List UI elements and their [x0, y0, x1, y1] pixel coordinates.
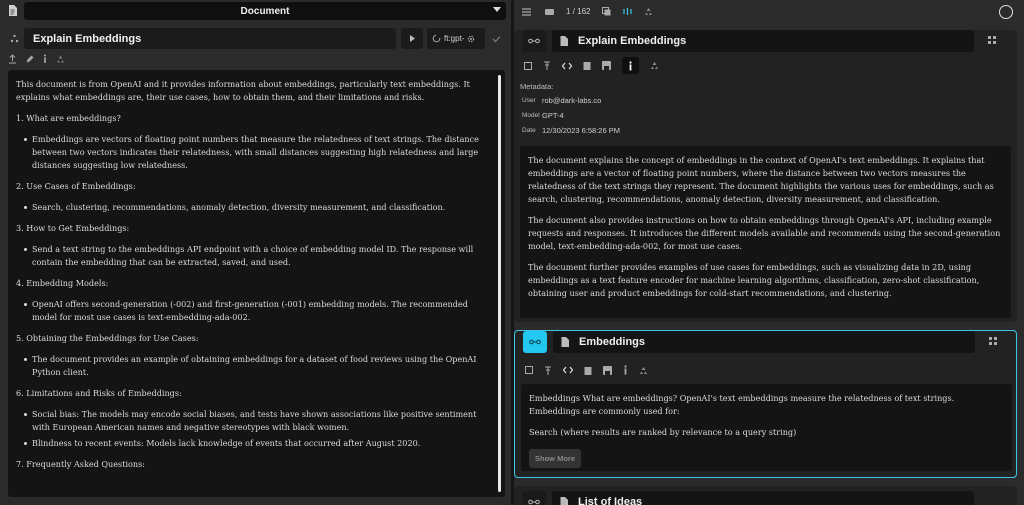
- cards-toolbar: [522, 7, 653, 16]
- section-list: [16, 133, 494, 172]
- card-title-text: Explain Embeddings: [578, 35, 687, 47]
- list-item: Blindness to recent events: Models lack knowledge of events that occurred after August 2020.: [32, 437, 494, 450]
- metadata-model: GPT-4: [542, 111, 564, 120]
- split-icon[interactable]: [623, 7, 632, 16]
- content-paragraph: Embeddings What are embeddings? OpenAI's text embeddings measure the relatedness of text strings. Embeddings are commonly used for:: [529, 393, 955, 416]
- pin-icon[interactable]: [543, 61, 551, 70]
- show-more-button[interactable]: Show More: [529, 449, 581, 468]
- metadata-user: rob@dark-labs.co: [542, 96, 602, 105]
- card-title-text: Embeddings: [579, 336, 646, 348]
- card-content: [521, 384, 1012, 471]
- document-selector-label: Document: [240, 5, 290, 17]
- upload-icon[interactable]: [8, 53, 17, 65]
- clipboard-icon[interactable]: [584, 366, 592, 375]
- metadata-row-model: [522, 108, 1010, 123]
- info-icon[interactable]: [622, 57, 639, 74]
- link-button[interactable]: [522, 30, 546, 52]
- grid-icon[interactable]: [989, 337, 997, 345]
- section-list: [16, 408, 494, 450]
- list-item: Search, clustering, recommendations, anomaly detection, diversity measurement, and classification.: [32, 201, 494, 214]
- document-toolbar: [8, 53, 65, 65]
- info-icon[interactable]: [623, 365, 628, 375]
- card-list-of-ideas[interactable]: [514, 486, 1017, 505]
- confirm-button[interactable]: [489, 28, 505, 49]
- page-count: 1 / 162: [566, 7, 591, 16]
- checkbox-icon[interactable]: [525, 366, 533, 374]
- document-topbar: [0, 0, 511, 22]
- edit-icon[interactable]: [25, 53, 34, 65]
- metadata-label: Metadata:: [520, 82, 554, 91]
- card-embeddings[interactable]: [514, 330, 1017, 478]
- card-title[interactable]: [553, 331, 975, 353]
- document-intro: This document is from OpenAI and it provides information about embeddings, particularly text embeddings. It explains what embeddings are, their use cases, how to obtain them, and their limitations and risks.: [16, 79, 470, 102]
- section-list: [16, 353, 494, 379]
- metadata-key: Date: [522, 127, 536, 134]
- document-content: [16, 78, 494, 479]
- code-icon[interactable]: [562, 62, 572, 70]
- save-icon[interactable]: [603, 366, 612, 375]
- card-title[interactable]: [552, 491, 974, 505]
- section-list: [16, 243, 494, 269]
- summary-paragraph: The document further provides examples of use cases for embeddings, such as visualizing data in 2D, using embeddings as a text feature encoder for machine learning algorithms, classification, zero-shot classification, obtaining user and product embeddings for cold-start recommendations, and clustering.: [528, 262, 980, 298]
- copy-icon[interactable]: [602, 7, 611, 16]
- scrollbar[interactable]: [498, 75, 501, 492]
- metadata-date: 12/30/2023 6:58:26 PM: [542, 126, 620, 135]
- content-paragraph: Search (where results are ranked by relevance to a query string): [529, 427, 797, 437]
- section-heading: 5. Obtaining the Embeddings for Use Cases:: [16, 333, 199, 343]
- list-item: Embeddings are vectors of floating point numbers that measure the relatedness of text strings. The distance between two vectors indicates their relatedness, with small distances suggesting high relatedness and large distances suggesting low relatedness.: [32, 133, 494, 172]
- file-icon: [561, 337, 569, 347]
- section-heading: 6. Limitations and Risks of Embeddings:: [16, 388, 182, 398]
- metadata-row-user: [522, 93, 1010, 108]
- recycle-icon[interactable]: [639, 366, 648, 375]
- card-icon[interactable]: [545, 8, 554, 16]
- pin-icon[interactable]: [544, 366, 552, 375]
- cards-pane: [514, 0, 1024, 505]
- section-heading: 3. How to Get Embeddings:: [16, 223, 130, 233]
- file-icon: [560, 497, 568, 505]
- model-label: ft:gpt-: [444, 34, 465, 43]
- section-list: [16, 298, 494, 324]
- gear-icon[interactable]: [467, 35, 475, 43]
- chevron-down-icon: [493, 7, 501, 12]
- document-pane: [0, 0, 511, 505]
- summary-paragraph: The document explains the concept of embeddings in the context of OpenAI's text embeddings. It explains that embeddings are a vector of floating point numbers, where the distance between two vectors measures the relatedness of the text strings they represent. The document highlights the various uses for embeddings, such as search, clustering, recommendations, anomaly detection, diversity measurement, and classification.: [528, 155, 994, 204]
- metadata-row-date: [522, 123, 1010, 138]
- section-heading: 4. Embedding Models:: [16, 278, 109, 288]
- link-button[interactable]: [523, 331, 547, 353]
- move-icon[interactable]: [10, 34, 19, 43]
- list-item: Send a text string to the embeddings API endpoint with a choice of embedding model ID. The response will contain the embedding that can be extracted, saved, and used.: [32, 243, 494, 269]
- section-list: [16, 201, 494, 214]
- section-heading: 2. Use Cases of Embeddings:: [16, 181, 136, 191]
- card-title-text: List of Ideas: [578, 496, 643, 505]
- metadata-key: User: [522, 97, 536, 104]
- card-explain-embeddings[interactable]: [514, 30, 1017, 322]
- list-item: Social bias: The models may encode social biases, and tests have shown associations like positive sentiment with European American names and negative stereotypes with black women.: [32, 408, 494, 434]
- document-titlebar: [0, 28, 511, 50]
- summary-paragraph: The document also provides instructions on how to obtain embeddings through OpenAI's API, including example requests and responses. It introduces the different models available and recommends using the second-generation model, text-embedding-ada-002, for most use cases.: [528, 215, 1001, 251]
- card-toolbar: [525, 365, 648, 375]
- document-title-input[interactable]: Explain Embeddings: [24, 28, 396, 49]
- file-icon[interactable]: [8, 5, 17, 16]
- checkbox-icon[interactable]: [524, 62, 532, 70]
- file-icon: [560, 36, 568, 46]
- loading-icon: [432, 34, 441, 43]
- save-icon[interactable]: [602, 61, 611, 70]
- info-icon[interactable]: [42, 53, 48, 65]
- recycle-icon[interactable]: [56, 53, 65, 65]
- code-icon[interactable]: [563, 366, 573, 374]
- recycle-icon[interactable]: [650, 61, 659, 70]
- link-button[interactable]: [522, 491, 546, 505]
- card-summary: [520, 146, 1011, 318]
- grid-icon[interactable]: [988, 36, 996, 44]
- section-heading: 1. What are embeddings?: [16, 113, 121, 123]
- model-selector[interactable]: [427, 28, 485, 49]
- recycle-icon[interactable]: [644, 7, 653, 16]
- card-metadata: [520, 82, 1010, 138]
- document-content-panel[interactable]: [8, 70, 505, 497]
- card-title[interactable]: [552, 30, 974, 52]
- document-selector[interactable]: [24, 2, 506, 20]
- metadata-key: Model: [522, 112, 540, 119]
- list-item: OpenAI offers second-generation (-002) and first-generation (-001) embedding models. The recommended model for most use cases is text-embedding-ada-002.: [32, 298, 494, 324]
- list-item: The document provides an example of obtaining embeddings for a dataset of food reviews using the OpenAI Python client.: [32, 353, 494, 379]
- section-heading: 7. Frequently Asked Questions:: [16, 459, 145, 469]
- menu-icon[interactable]: [522, 8, 531, 16]
- run-button[interactable]: [401, 28, 423, 49]
- loading-spinner-icon: [999, 5, 1013, 19]
- clipboard-icon[interactable]: [583, 61, 591, 70]
- card-toolbar: [524, 57, 659, 74]
- cards-topbar: [514, 0, 1024, 24]
